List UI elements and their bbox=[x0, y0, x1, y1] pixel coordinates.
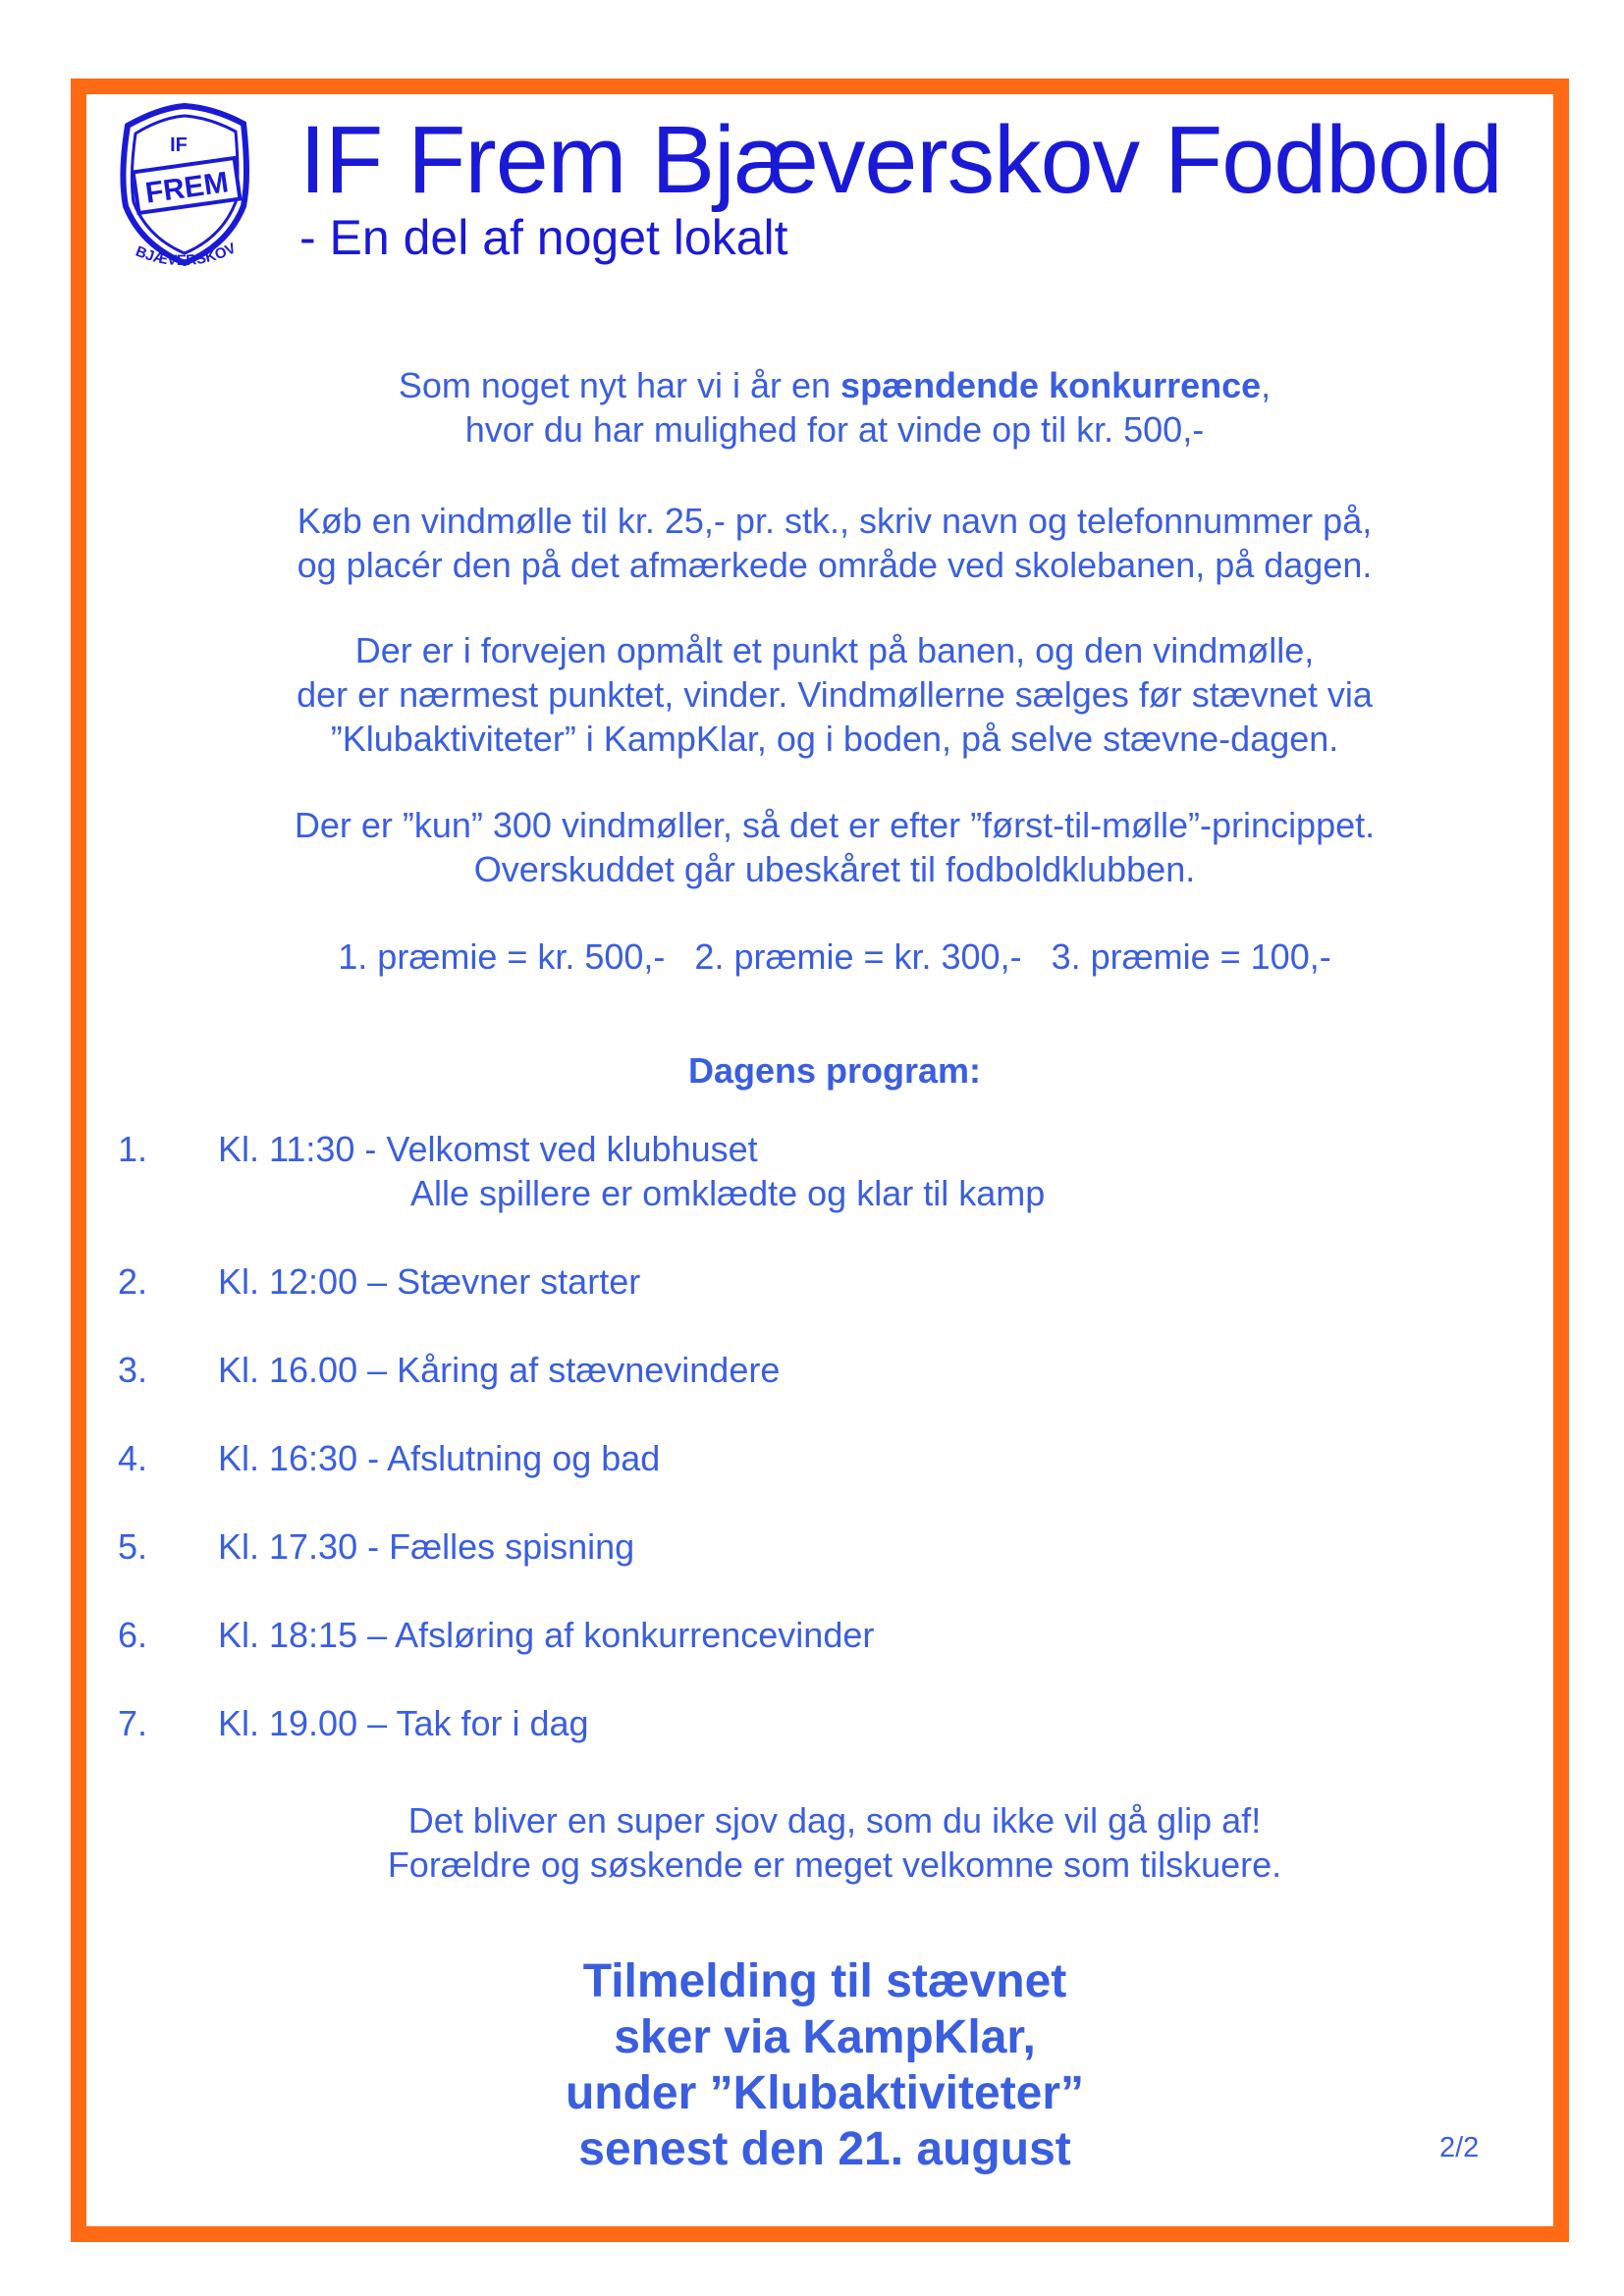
page-subtitle: - En del af noget lokalt bbox=[299, 210, 788, 265]
closing-paragraph bbox=[88, 1798, 1581, 1887]
program-item-text: Kl. 16:30 - Afslutning og bad bbox=[218, 1438, 661, 1478]
program-item-number: 7. bbox=[118, 1703, 148, 1743]
page-title: IF Frem Bjæverskov Fodbold bbox=[299, 106, 1502, 213]
program-item-text: Kl. 16.00 – Kåring af stævnevindere bbox=[218, 1350, 781, 1390]
purchase-line-2: og placér den på det afmærkede område ved skolebanen, på dagen. bbox=[297, 545, 1373, 585]
program-item-number: 5. bbox=[118, 1526, 148, 1567]
program-item-text: Kl. 17.30 - Fælles spisning bbox=[218, 1526, 635, 1567]
signup-line-3: under ”Klubaktiviteter” bbox=[565, 2067, 1085, 2119]
limit-line-1: Der er ”kun” 300 vindmøller, så det er efter ”først-til-mølle”-princippet. bbox=[294, 805, 1376, 845]
program-heading: Dagens program: bbox=[687, 1050, 982, 1091]
logo-text-if: IF bbox=[170, 134, 188, 156]
rules-line-1: Der er i forvejen opmålt et punkt på banen, og den vindmølle, bbox=[354, 630, 1315, 670]
limit-line-2: Overskuddet går ubeskåret til fodboldklubben. bbox=[473, 849, 1196, 889]
program-item-text: Kl. 19.00 – Tak for i dag bbox=[218, 1703, 589, 1743]
closing-line-1: Det bliver en super sjov dag, som du ikke vil gå glip af! bbox=[407, 1800, 1262, 1841]
rules-line-3: ”Klubaktiviteter” i KampKlar, og i boden, på selve stævne-dagen. bbox=[330, 719, 1339, 759]
program-item-text: Kl. 18:15 – Afsløring af konkurrencevinder bbox=[218, 1615, 875, 1655]
program-item-number: 6. bbox=[118, 1615, 148, 1655]
intro-paragraph bbox=[88, 363, 1581, 452]
program-item-number: 4. bbox=[118, 1438, 148, 1478]
program-item-text: Kl. 12:00 – Stævner starter bbox=[218, 1261, 641, 1302]
intro-text: Som noget nyt har vi i år en bbox=[398, 365, 841, 405]
intro-line-2: hvor du har mulighed for at vinde op til kr. 500,- bbox=[464, 409, 1205, 450]
purchase-paragraph bbox=[88, 499, 1581, 587]
rules-paragraph bbox=[88, 628, 1581, 761]
rules-line-2: der er nærmest punktet, vinder. Vindmøllerne sælges før stævnet via bbox=[297, 674, 1373, 715]
limit-paragraph bbox=[88, 803, 1581, 891]
signup-line-2: sker via KampKlar, bbox=[614, 2011, 1036, 2063]
intro-highlight: spændende konkurrence bbox=[840, 365, 1262, 405]
program-item-text: Kl. 11:30 - Velkomst ved klubhuset bbox=[218, 1129, 758, 1169]
prizes-line: 1. præmie = kr. 500,- 2. præmie = kr. 300,- 3. præmie = 100,- bbox=[338, 936, 1331, 977]
program-item-number: 3. bbox=[118, 1350, 148, 1390]
program-item-number: 2. bbox=[118, 1261, 148, 1302]
program-item-subtext: Alle spillere er omklædte og klar til kamp bbox=[410, 1173, 1046, 1213]
club-shield-logo bbox=[106, 98, 263, 285]
closing-line-2: Forældre og søskende er meget velkomne som tilskuere. bbox=[387, 1844, 1282, 1885]
intro-comma: , bbox=[1261, 365, 1272, 405]
signup-line-4: senest den 21. august bbox=[578, 2123, 1071, 2175]
logo-text-arc: BJÆVERSKOV bbox=[133, 240, 239, 270]
purchase-line-1: Køb en vindmølle til kr. 25,- pr. stk., skriv navn og telefonnummer på, bbox=[297, 501, 1373, 541]
signup-notice bbox=[432, 1953, 1218, 2177]
program-item-number: 1. bbox=[118, 1129, 148, 1169]
signup-line-1: Tilmelding til stævnet bbox=[582, 1955, 1067, 2007]
page-number: 2/2 bbox=[1439, 2132, 1480, 2163]
logo-text-frem: FREM bbox=[142, 166, 231, 210]
